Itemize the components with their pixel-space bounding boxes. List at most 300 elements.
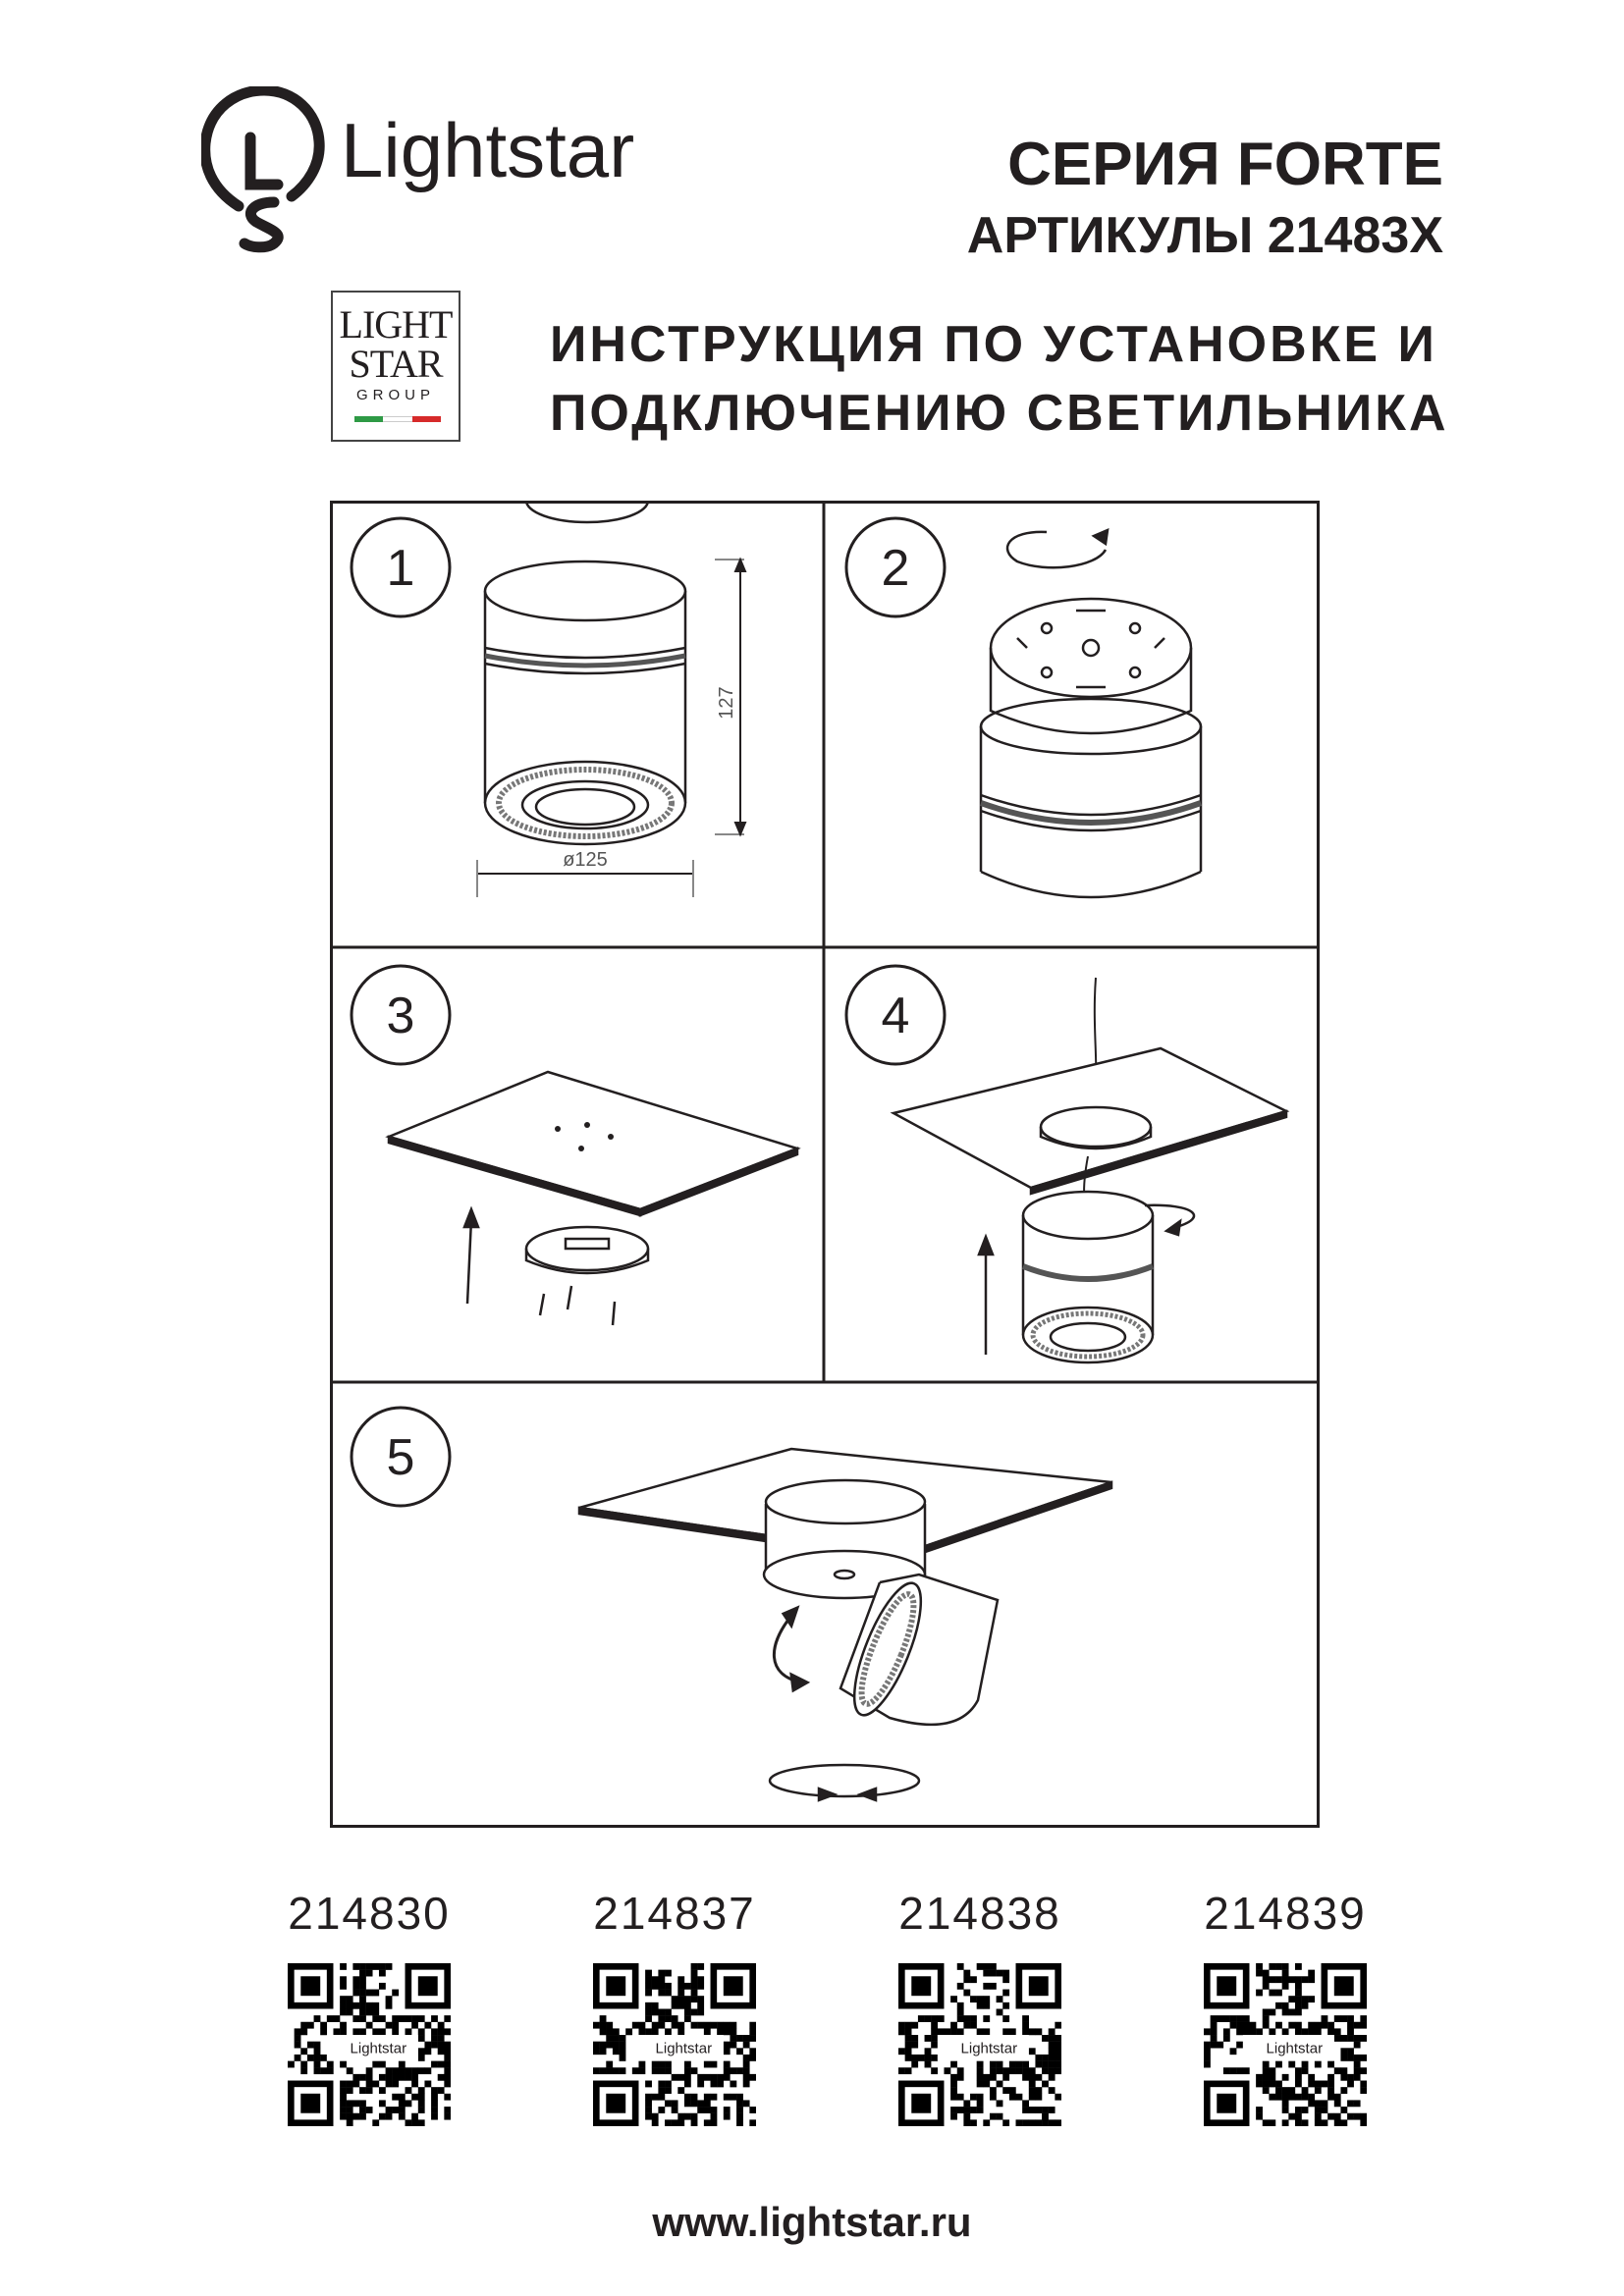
qr-module [620, 2048, 626, 2055]
qr-module [411, 2119, 418, 2126]
qr-module [665, 2008, 672, 2015]
qr-module [652, 2119, 659, 2126]
qr-module [658, 2087, 665, 2094]
qr-module [444, 2028, 451, 2035]
qr-module [1315, 2028, 1322, 2035]
qr-module [983, 2074, 990, 2081]
group-logo-line2: STAR [349, 342, 443, 386]
website-link[interactable]: www.lightstar.ru [652, 2199, 972, 2245]
qr-module [392, 2081, 399, 2088]
qr-module [730, 2081, 736, 2088]
qr-module [749, 2074, 756, 2081]
qr-module [1282, 1983, 1289, 1990]
qr-module [1360, 2067, 1367, 2074]
qr-module [399, 2100, 406, 2107]
qr-module [1275, 1990, 1282, 1997]
qr-brand-label: Lightstar [350, 2040, 407, 2057]
qr-module [1223, 2028, 1230, 2035]
qr-code[interactable] [898, 1963, 1061, 2126]
qr-module [418, 2100, 425, 2107]
qr-module [665, 2028, 672, 2035]
brand-logo [201, 86, 731, 253]
qr-module [366, 2081, 373, 2088]
qr-module [295, 2055, 301, 2061]
qr-module [1055, 2094, 1061, 2101]
qr-module [931, 2022, 938, 2029]
qr-module [1308, 2094, 1315, 2101]
qr-module [963, 2022, 970, 2029]
qr-module [347, 2002, 353, 2009]
qr-module [1315, 2022, 1322, 2029]
qr-module [411, 2022, 418, 2029]
qr-module [1230, 2067, 1237, 2074]
qr-module [990, 2074, 997, 2081]
qr-module [593, 2067, 600, 2074]
qr-module [977, 2094, 984, 2101]
qr-module [730, 2042, 736, 2049]
qr-module [1263, 2074, 1270, 2081]
qr-module [444, 2048, 451, 2055]
qr-module [1236, 2015, 1243, 2022]
qr-module [399, 2113, 406, 2120]
qr-module [314, 2042, 321, 2049]
qr-module [1322, 2107, 1328, 2113]
qr-module [1315, 2113, 1322, 2120]
qr-module [1308, 1970, 1315, 1977]
qr-code[interactable] [288, 1963, 451, 2126]
qr-module [1049, 2048, 1056, 2055]
qr-module [1327, 2094, 1334, 2101]
qr-module [977, 1963, 984, 1970]
qr-module [1302, 2067, 1309, 2074]
qr-finder-pattern [606, 2094, 625, 2113]
qr-module [1022, 2119, 1029, 2126]
qr-module [911, 2035, 918, 2042]
qr-module [645, 1983, 652, 1990]
qr-module [1334, 2035, 1341, 2042]
qr-module [386, 2081, 393, 2088]
qr-module [1002, 2119, 1009, 2126]
qr-module [1049, 2055, 1056, 2061]
qr-module [977, 2074, 984, 2081]
qr-module [1269, 2074, 1275, 2081]
qr-module [1042, 2067, 1049, 2074]
step-number: 3 [386, 988, 415, 1044]
qr-module [392, 2022, 399, 2029]
qr-module [697, 2081, 704, 2088]
qr-module [406, 2100, 412, 2107]
installation-diagram-grid [330, 501, 1320, 1828]
qr-module [1282, 2100, 1289, 2107]
qr-module [743, 2067, 750, 2074]
qr-module [1295, 2113, 1302, 2120]
qr-module [1308, 2100, 1315, 2107]
qr-module [392, 2107, 399, 2113]
qr-module [1049, 2042, 1056, 2049]
qr-module [1211, 2022, 1218, 2029]
qr-module [372, 2081, 379, 2088]
qr-module [1055, 2042, 1061, 2049]
qr-module [1302, 2087, 1309, 2094]
qr-module [1029, 2094, 1036, 2101]
qr-module [665, 2119, 672, 2126]
qr-module [1315, 2119, 1322, 2126]
qr-module [672, 2100, 678, 2107]
qr-module [431, 2042, 438, 2049]
qr-module [691, 2008, 698, 2015]
qr-module [314, 2067, 321, 2074]
qr-module [997, 2081, 1003, 2088]
qr-module [1002, 1976, 1009, 1983]
qr-module [352, 1976, 359, 1983]
qr-module [950, 2022, 957, 2029]
qr-module [327, 2061, 334, 2068]
qr-module [386, 2107, 393, 2113]
qr-module [1354, 2055, 1361, 2061]
qr-module [379, 1970, 386, 1977]
qr-module [1263, 2119, 1270, 2126]
qr-module [1360, 2015, 1367, 2022]
qr-module [970, 1976, 977, 1983]
qr-module [691, 1976, 698, 1983]
qr-module [1340, 2055, 1347, 2061]
qr-module [1009, 2094, 1016, 2101]
qr-module [1263, 1983, 1270, 1990]
qr-module [704, 2061, 711, 2068]
qr-module [1035, 2087, 1042, 2094]
qr-module [652, 2094, 659, 2101]
qr-module [1315, 2107, 1322, 2113]
qr-module [658, 2067, 665, 2074]
qr-module [711, 2113, 718, 2120]
qr-module [359, 2015, 366, 2022]
qr-module [340, 2107, 347, 2113]
qr-module [1035, 2107, 1042, 2113]
qr-module [386, 2067, 393, 2074]
qr-module [1302, 2061, 1309, 2068]
qr-module [392, 2028, 399, 2035]
qr-module [743, 2081, 750, 2088]
qr-finder-pattern [911, 1976, 931, 1996]
qr-module [620, 2067, 626, 2074]
qr-module [347, 2081, 353, 2088]
qr-module [372, 1963, 379, 1970]
qr-module [1295, 2081, 1302, 2088]
qr-module [704, 2094, 711, 2101]
qr-module [1308, 2028, 1315, 2035]
qr-module [300, 2067, 307, 2074]
qr-module [652, 2002, 659, 2009]
qr-module [1055, 2061, 1061, 2068]
qr-module [1055, 2048, 1061, 2055]
qr-module [645, 2002, 652, 2009]
qr-module [990, 1983, 997, 1990]
qr-module [950, 2074, 957, 2081]
qr-module [1327, 2113, 1334, 2120]
step-2-panel [846, 518, 1201, 897]
qr-module [1295, 1990, 1302, 1997]
qr-module [295, 2028, 301, 2035]
qr-module [684, 1996, 691, 2002]
qr-module [1340, 2119, 1347, 2126]
qr-module [406, 2074, 412, 2081]
qr-module [724, 2067, 731, 2074]
qr-module [638, 2022, 645, 2029]
qr-module [957, 2074, 964, 2081]
qr-module [1354, 2022, 1361, 2029]
qr-module [658, 2094, 665, 2101]
qr-module [1029, 2087, 1036, 2094]
qr-module [677, 2002, 684, 2009]
qr-module [918, 2055, 925, 2061]
qr-finder-pattern [1334, 1976, 1354, 1996]
qr-module [1035, 2061, 1042, 2068]
qr-module [724, 2107, 731, 2113]
qr-module [1288, 2113, 1295, 2120]
qr-module [1282, 2094, 1289, 2101]
qr-module [1295, 1963, 1302, 1970]
qr-module [652, 1976, 659, 1983]
qr-module [1256, 2028, 1263, 2035]
qr-module [340, 1983, 347, 1990]
qr-module [340, 1963, 347, 1970]
qr-module [1042, 2055, 1049, 2061]
step-4-panel [846, 966, 1286, 1362]
qr-module [625, 2028, 632, 2035]
qr-module [711, 2094, 718, 2101]
qr-module [366, 2008, 373, 2015]
qr-module [1055, 2055, 1061, 2061]
qr-module [431, 2100, 438, 2107]
qr-module [1295, 2002, 1302, 2009]
qr-module [963, 2119, 970, 2126]
qr-module [684, 2067, 691, 2074]
qr-module [977, 2081, 984, 2088]
qr-module [1295, 2074, 1302, 2081]
qr-module [1334, 2015, 1341, 2022]
qr-module [1295, 2028, 1302, 2035]
qr-module [950, 1996, 957, 2002]
qr-module [1204, 2055, 1211, 2061]
qr-module [684, 2015, 691, 2022]
qr-module [957, 1983, 964, 1990]
qr-module [1204, 2028, 1211, 2035]
qr-module [366, 2022, 373, 2029]
group-logo-line3: GROUP [355, 387, 435, 403]
qr-module [1002, 2087, 1009, 2094]
qr-module [1354, 2113, 1361, 2120]
qr-module [606, 2028, 613, 2035]
qr-module [1282, 1976, 1289, 1983]
qr-module [379, 1983, 386, 1990]
qr-module [697, 1996, 704, 2002]
lightstar-group-logo [331, 291, 460, 442]
qr-code[interactable] [1204, 1963, 1367, 2126]
step-number: 1 [386, 540, 415, 597]
qr-module [418, 2035, 425, 2042]
qr-module [749, 2022, 756, 2029]
qr-module [1022, 2022, 1029, 2029]
qr-module [359, 2074, 366, 2081]
qr-module [372, 2119, 379, 2126]
qr-module [717, 2028, 724, 2035]
qr-module [372, 2002, 379, 2009]
qr-module [1042, 2081, 1049, 2088]
qr-module [438, 2061, 445, 2068]
qr-module [1334, 2113, 1341, 2120]
qr-module [931, 2028, 938, 2035]
qr-module [1327, 2074, 1334, 2081]
qr-module [977, 2067, 984, 2074]
qr-module [677, 1990, 684, 1997]
qr-module [1042, 2113, 1049, 2120]
sku-label: 214837 [593, 1888, 756, 1939]
qr-module [911, 2022, 918, 2029]
qr-module [997, 2067, 1003, 2074]
qr-module [970, 2015, 977, 2022]
qr-module [1340, 2107, 1347, 2113]
qr-module [736, 2035, 743, 2042]
qr-module [1009, 2087, 1016, 2094]
qr-module [1263, 2022, 1270, 2029]
qr-module [1029, 2081, 1036, 2088]
qr-module [645, 1970, 652, 1977]
qr-module [724, 2061, 731, 2068]
qr-module [1256, 1963, 1263, 1970]
qr-module [613, 2042, 620, 2049]
qr-module [724, 2113, 731, 2120]
qr-module [1334, 2067, 1341, 2074]
qr-module [1322, 2081, 1328, 2088]
qr-module [697, 2074, 704, 2081]
qr-module [1340, 2074, 1347, 2081]
qr-module [372, 2008, 379, 2015]
qr-module [406, 2119, 412, 2126]
qr-module [359, 1990, 366, 1997]
qr-module [957, 2015, 964, 2022]
qr-code[interactable] [593, 1963, 756, 2126]
qr-module [359, 1976, 366, 1983]
qr-module [1204, 2048, 1211, 2055]
qr-module [431, 2094, 438, 2101]
qr-module [677, 1976, 684, 1983]
upward-arrow-icon [979, 1237, 993, 1355]
series-title: СЕРИЯ FORTE [1007, 131, 1443, 198]
qr-module [1354, 2067, 1361, 2074]
qr-module [1275, 2002, 1282, 2009]
step-1-panel [352, 518, 745, 897]
qr-module [359, 2002, 366, 2009]
mounting-plate [1041, 1107, 1151, 1148]
qr-module [1327, 2022, 1334, 2029]
height-dimension-label: 127 [716, 686, 737, 720]
qr-module [724, 2042, 731, 2049]
qr-module [950, 2107, 957, 2113]
qr-module [366, 1963, 373, 1970]
qr-module [600, 2022, 607, 2029]
qr-module [1302, 1976, 1309, 1983]
qr-module [1223, 2035, 1230, 2042]
qr-module [620, 2042, 626, 2049]
qr-module [957, 1963, 964, 1970]
qr-module [1347, 2100, 1354, 2107]
qr-module [1049, 2107, 1056, 2113]
qr-module [1269, 2067, 1275, 2074]
qr-module [438, 2028, 445, 2035]
qr-module [1347, 2028, 1354, 2035]
qr-module [1049, 2074, 1056, 2081]
qr-module [314, 2015, 321, 2022]
qr-finder-pattern [300, 2094, 320, 2113]
qr-module [963, 2015, 970, 2022]
qr-module [424, 2042, 431, 2049]
luminaire-body [1023, 1192, 1153, 1362]
instruction-title-line1: ИНСТРУКЦИЯ ПО УСТАНОВКЕ И [550, 316, 1437, 373]
qr-module [1016, 2061, 1023, 2068]
qr-module [697, 2002, 704, 2009]
qr-module [1340, 2015, 1347, 2022]
step-number: 2 [881, 540, 910, 597]
qr-module [672, 2002, 678, 2009]
luminaire-dimension-drawing [485, 561, 685, 844]
qr-module [307, 2042, 314, 2049]
qr-module [931, 2042, 938, 2049]
qr-module [1360, 2119, 1367, 2126]
qr-module [1243, 2015, 1250, 2022]
qr-module [1035, 2094, 1042, 2101]
tilt-arrow-icon [774, 1608, 807, 1690]
qr-module [1263, 2081, 1270, 2088]
qr-module [340, 1996, 347, 2002]
qr-module [1211, 2015, 1218, 2022]
qr-module [983, 1996, 990, 2002]
upward-arrow-icon [464, 1209, 478, 1304]
qr-module [977, 2061, 984, 2068]
qr-module [424, 2067, 431, 2074]
qr-module [1029, 2074, 1036, 2081]
qr-module [1347, 2074, 1354, 2081]
qr-module [944, 2067, 950, 2074]
qr-module [1029, 2067, 1036, 2074]
qr-module [704, 2119, 711, 2126]
qr-module [418, 2107, 425, 2113]
qr-module [386, 1996, 393, 2002]
qr-module [1042, 2119, 1049, 2126]
qr-module [672, 2074, 678, 2081]
qr-module [1022, 2067, 1029, 2074]
qr-module [1055, 2119, 1061, 2126]
qr-module [711, 2061, 718, 2068]
qr-module [1256, 2074, 1263, 2081]
qr-module [704, 2107, 711, 2113]
group-logo-line1: LIGHT [339, 302, 453, 347]
qr-module [431, 2035, 438, 2042]
qr-module [749, 2028, 756, 2035]
qr-module [957, 2028, 964, 2035]
qr-module [347, 2100, 353, 2107]
qr-module [372, 2015, 379, 2022]
qr-module [1334, 2028, 1341, 2035]
qr-module [691, 2067, 698, 2074]
qr-module [970, 2022, 977, 2029]
qr-module [1327, 2028, 1334, 2035]
qr-module [320, 2055, 327, 2061]
qr-module [665, 2100, 672, 2107]
qr-module [606, 2022, 613, 2029]
qr-module [431, 2087, 438, 2094]
qr-module [711, 2022, 718, 2029]
qr-module [372, 1990, 379, 1997]
